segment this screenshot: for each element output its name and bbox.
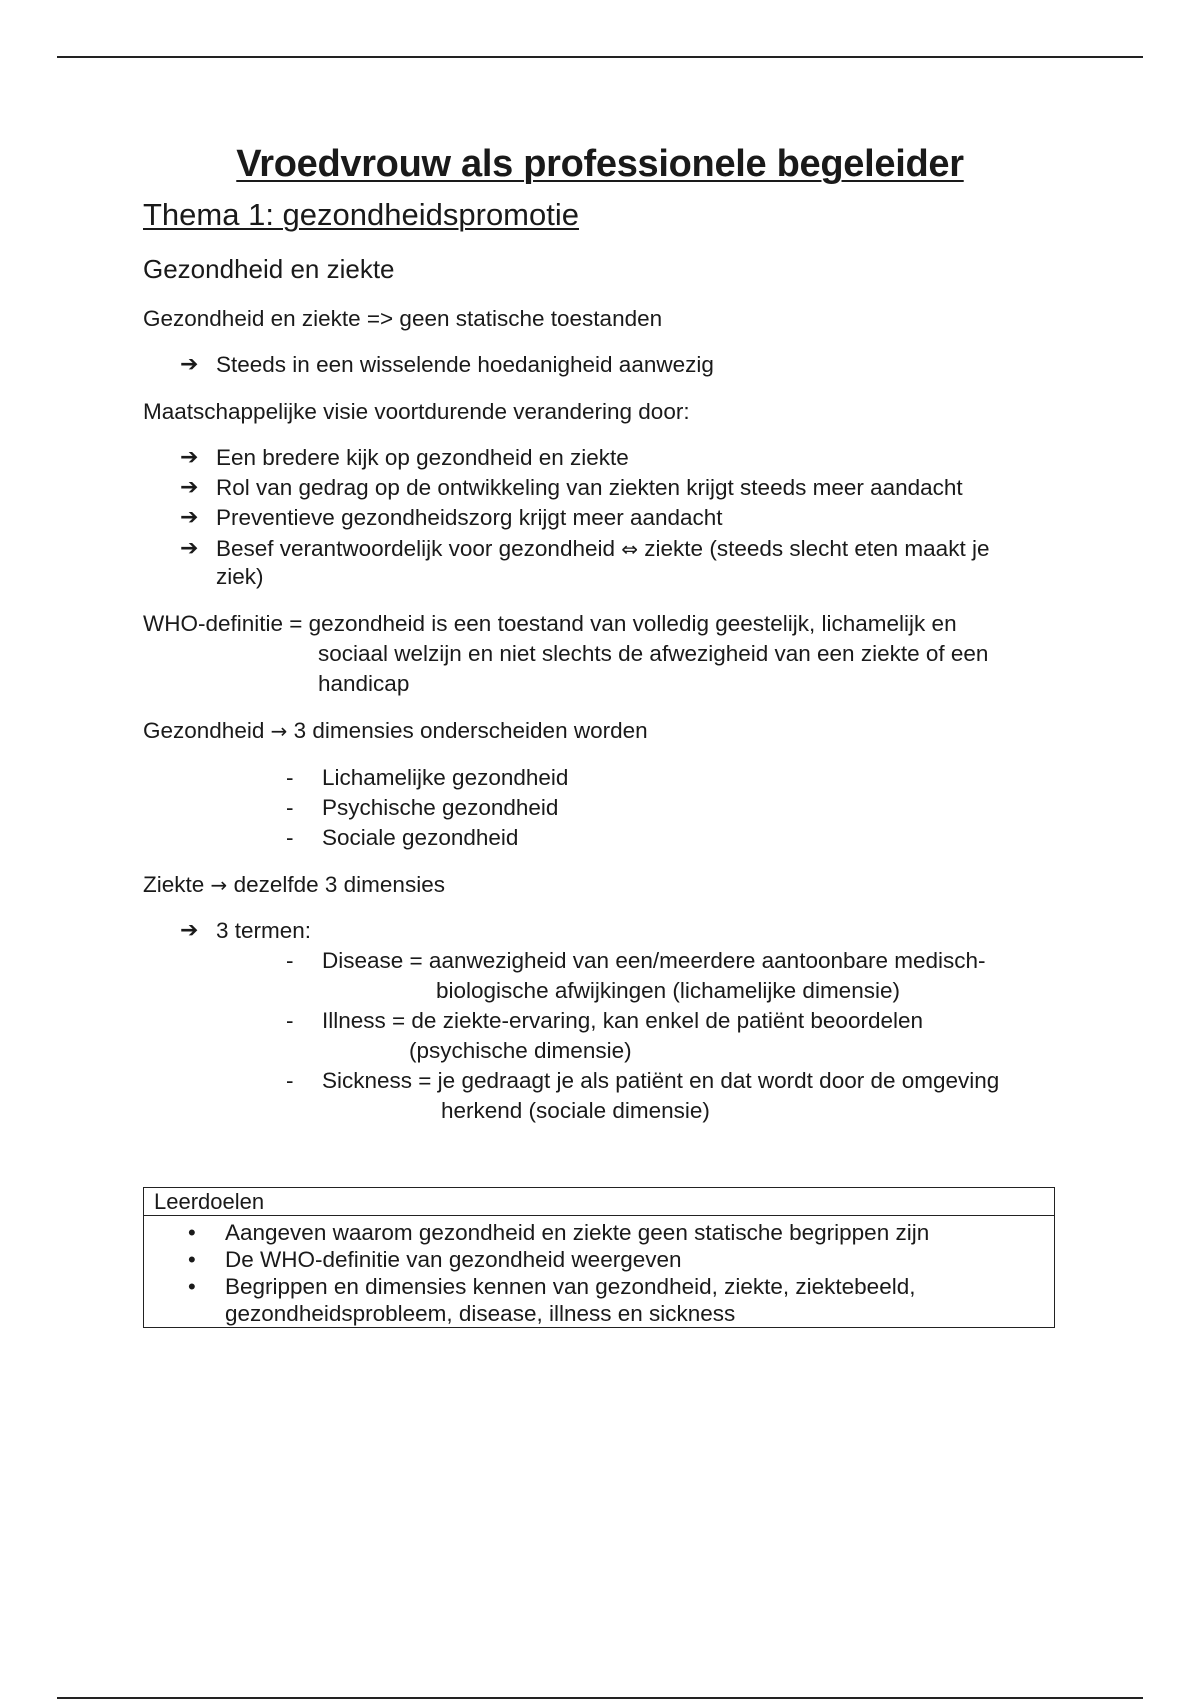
paragraph-health-dimensions — [143, 716, 648, 746]
arrow-icon: ➔ — [180, 505, 199, 530]
arrow-item-continuation: ziek) — [216, 564, 264, 589]
theme-heading: Thema 1: gezondheidspromotie — [143, 197, 579, 232]
arrow-item-text: Steeds in een wisselende hoedanigheid aanwezig — [216, 352, 714, 377]
learning-goal-text: De WHO-definitie van gezondheid weergeven — [225, 1247, 682, 1272]
bullet-icon: • — [188, 1247, 196, 1272]
learning-goal-text: Aangeven waarom gezondheid en ziekte geen statische begrippen zijn — [225, 1220, 930, 1245]
dash-icon: - — [286, 948, 294, 973]
bullet-icon: • — [188, 1274, 196, 1299]
term-item-text: Illness = de ziekte-ervaring, kan enkel de patiënt beoordelen — [322, 1008, 924, 1033]
section-heading: Gezondheid en ziekte — [143, 254, 395, 284]
arrow-item-text: Rol van gedrag op de ontwikkeling van ziekten krijgt steeds meer aandacht — [216, 475, 963, 500]
document-title: Vroedvrouw als professionele begeleider — [236, 143, 964, 185]
dash-icon: - — [286, 795, 294, 820]
who-definition-line-2: sociaal welzijn en niet slechts de afwezigheid van een ziekte of een — [318, 641, 989, 666]
arrow-item-text-part: Besef verantwoordelijk voor gezondheid — [216, 536, 615, 561]
paragraph-text-part: 3 dimensies onderscheiden worden — [293, 718, 648, 743]
arrow-item-text: Preventieve gezondheidszorg krijgt meer aandacht — [216, 505, 723, 530]
arrow-icon: ➔ — [180, 475, 199, 500]
dash-icon: - — [286, 765, 294, 790]
paragraph-static-states: Gezondheid en ziekte => geen statische toestanden — [143, 306, 663, 331]
double-arrow-icon: ⇔ — [621, 537, 639, 561]
dimension-item-text: Psychische gezondheid — [322, 795, 559, 820]
term-item-text: Sickness = je gedraagt je als patiënt en dat wordt door de omgeving — [322, 1068, 1000, 1093]
learning-goal-text: Begrippen en dimensies kennen van gezondheid, ziekte, ziektebeeld, gezondheidsprobleem, disease, illness en sickness — [225, 1274, 916, 1326]
dash-icon: - — [286, 1008, 294, 1033]
term-item-continuation: herkend (sociale dimensie) — [441, 1098, 710, 1123]
arrow-item-text: 3 termen: — [216, 918, 312, 943]
who-definition-line-3: handicap — [318, 671, 410, 696]
paragraph-society-vision: Maatschappelijke visie voortdurende verandering door: — [143, 399, 690, 424]
arrow-item-text — [216, 534, 989, 564]
arrow-icon: ➔ — [180, 352, 199, 377]
dash-icon: - — [286, 825, 294, 850]
dimension-item-text: Lichamelijke gezondheid — [322, 765, 569, 790]
term-item-continuation: biologische afwijkingen (lichamelijke dimensie) — [436, 978, 900, 1003]
arrow-icon: ➔ — [180, 918, 199, 943]
learning-goals-header — [144, 1188, 1054, 1216]
learning-goals-title: Leerdoelen — [154, 1189, 265, 1214]
arrow-item-text: Een bredere kijk op gezondheid en ziekte — [216, 445, 629, 470]
paragraph-text-part: Gezondheid — [143, 718, 265, 743]
dash-icon: - — [286, 1068, 294, 1093]
term-item-text: Disease = aanwezigheid van een/meerdere aantoonbare medisch- — [322, 948, 986, 973]
bottom-rule — [57, 1697, 1143, 1699]
paragraph-text-part: Ziekte — [143, 872, 205, 897]
arrow-icon: ➔ — [180, 445, 199, 470]
paragraph-text-part: dezelfde 3 dimensies — [233, 872, 445, 897]
who-definition-line-1: WHO-definitie = gezondheid is een toestand van volledig geestelijk, lichamelijk en — [143, 611, 957, 636]
right-arrow-icon: → — [210, 873, 228, 897]
learning-goals-box — [143, 1187, 1055, 1328]
bullet-icon: • — [188, 1220, 196, 1245]
paragraph-illness-dimensions — [143, 870, 445, 900]
arrow-icon: ➔ — [180, 536, 199, 561]
top-rule — [57, 56, 1143, 58]
arrow-item-text-part: ziekte (steeds slecht eten maakt je — [644, 536, 990, 561]
right-arrow-icon: → — [270, 719, 288, 743]
term-item-continuation: (psychische dimensie) — [409, 1038, 632, 1063]
dimension-item-text: Sociale gezondheid — [322, 825, 519, 850]
